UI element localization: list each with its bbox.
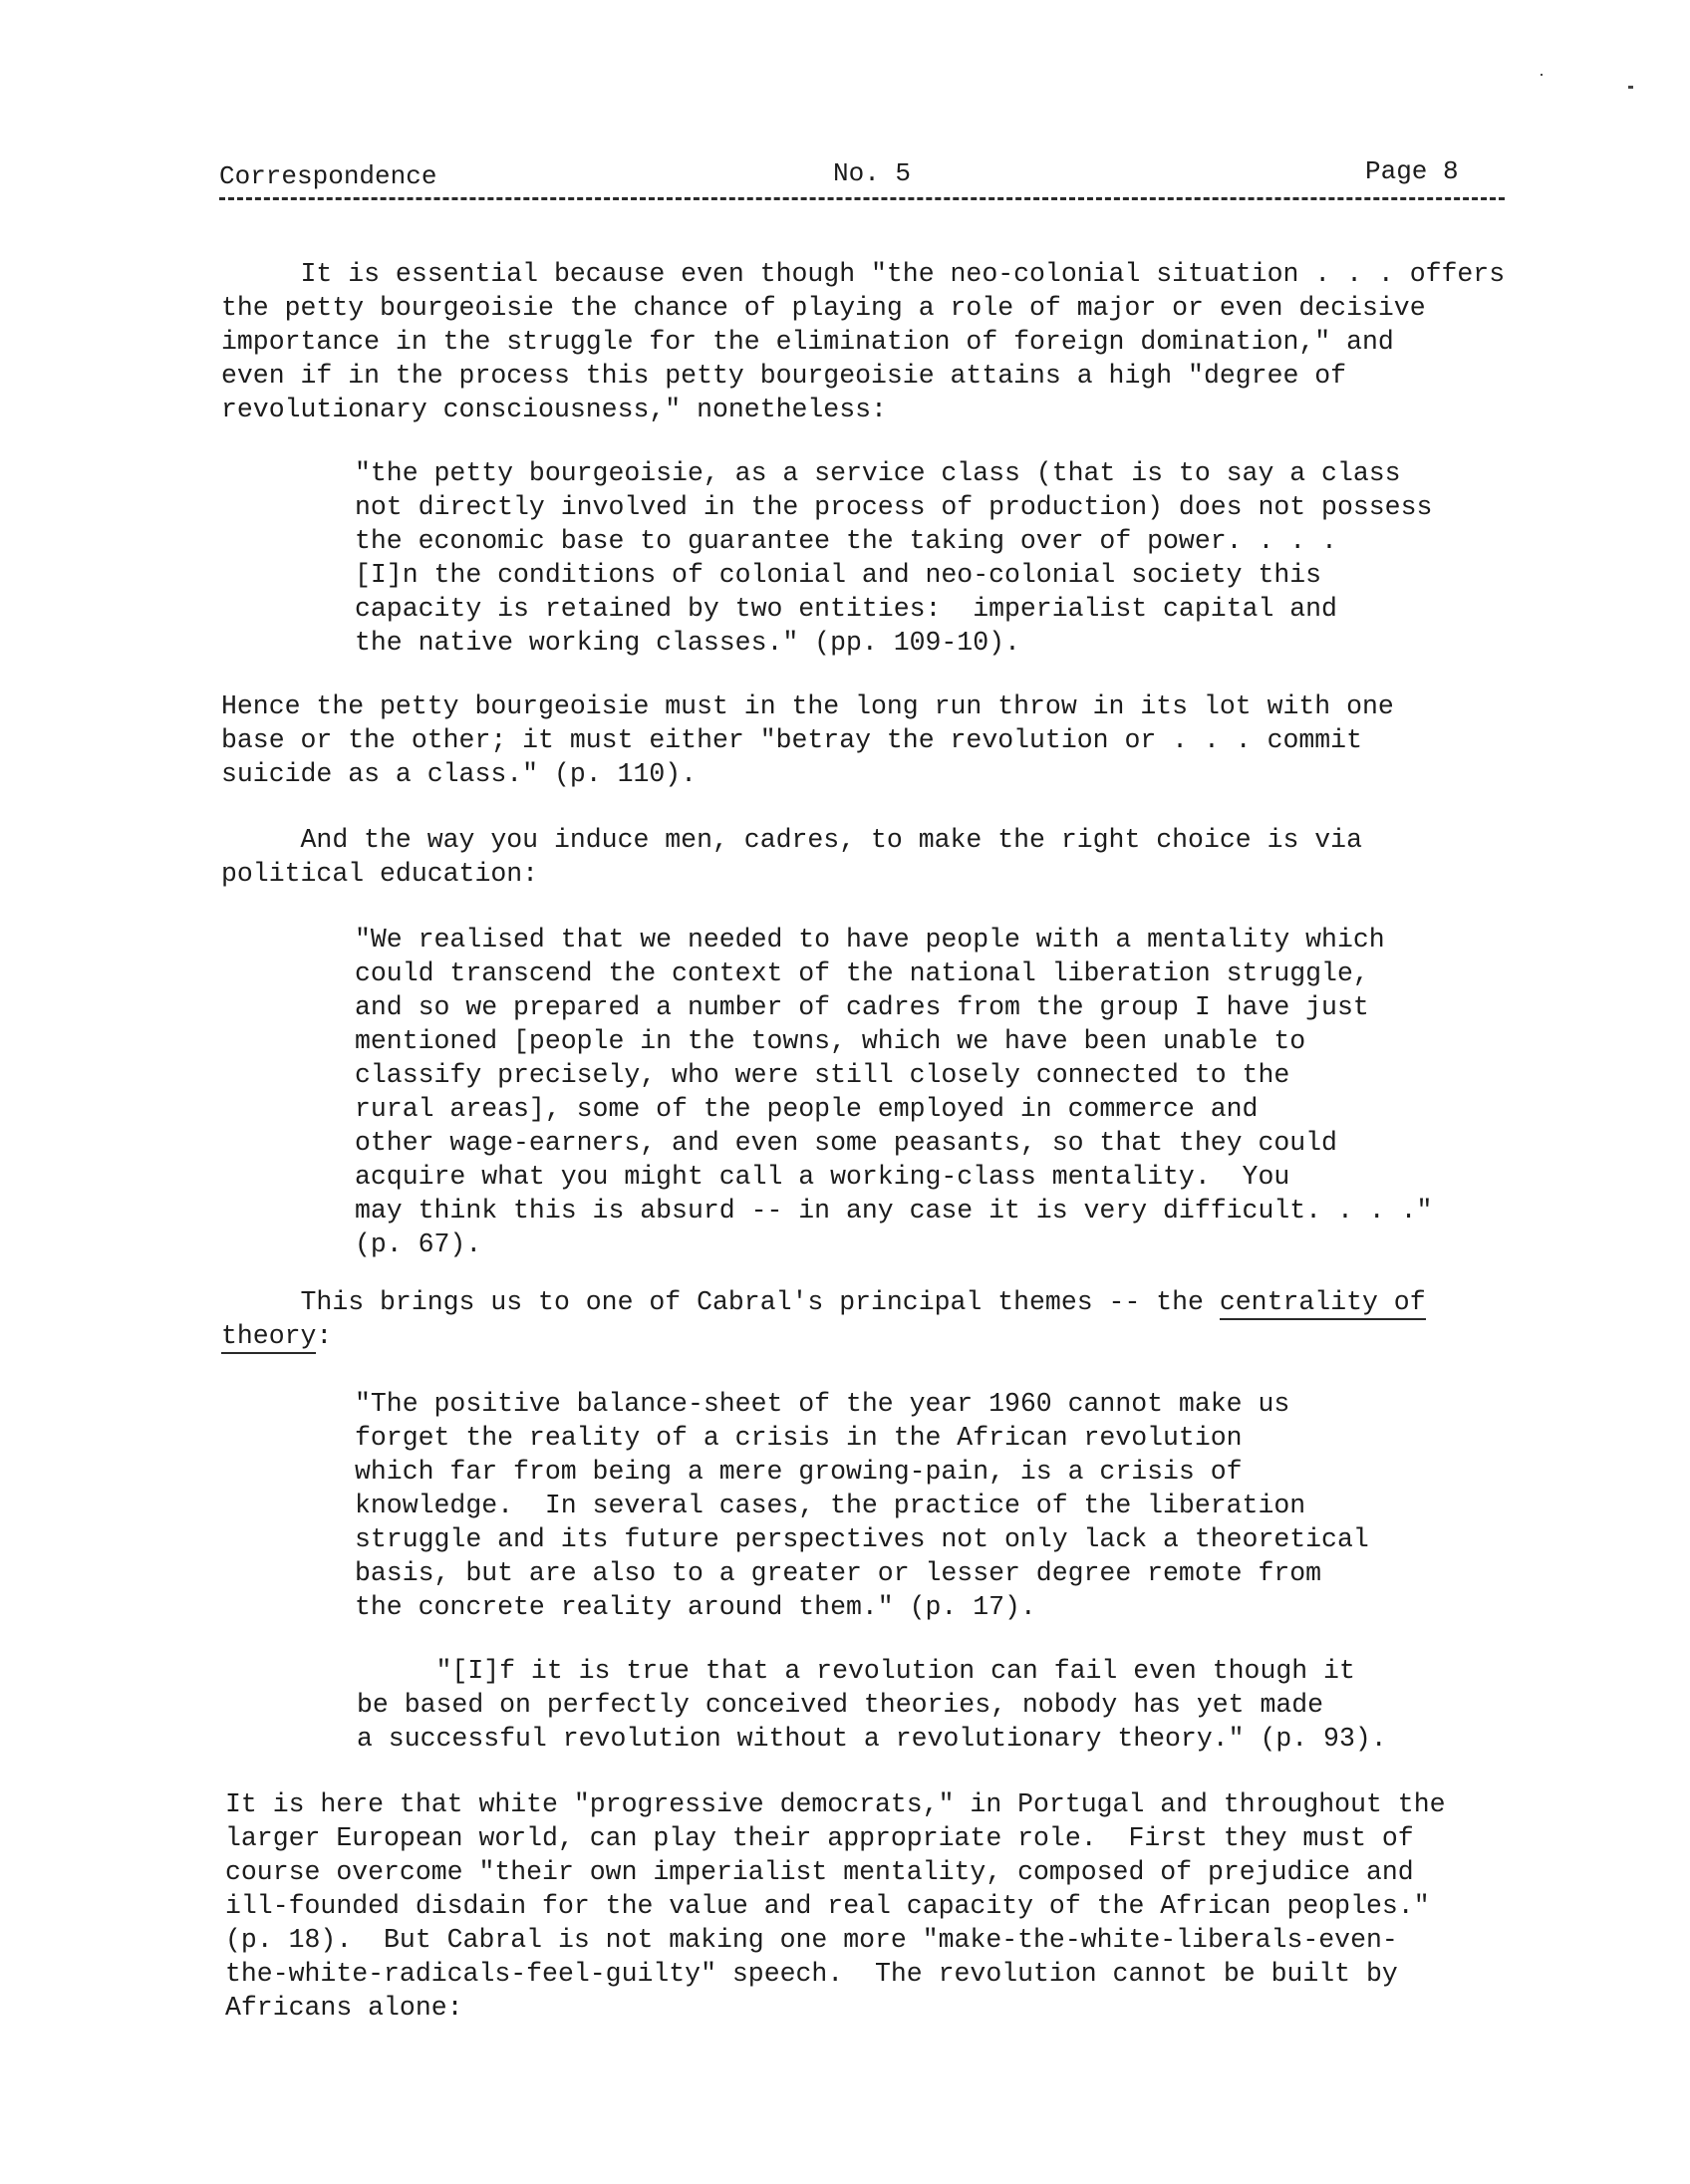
block-quote-1 (355, 456, 1432, 660)
header-dashed-rule (219, 197, 1505, 200)
text-line: capacity is retained by two entities: imperialist capital and (355, 594, 1337, 624)
header-issue-number: No. 5 (833, 158, 912, 188)
text-line: which far from being a mere growing-pain, is a crisis of (355, 1457, 1243, 1487)
text-line: political education: (221, 859, 539, 889)
text-line: mentioned [people in the towns, which we have been unable to (355, 1026, 1306, 1056)
scan-speck (1628, 86, 1633, 89)
paragraph-4 (221, 1285, 1426, 1353)
text-line: classify precisely, who were still closely connected to the (355, 1060, 1290, 1090)
text-line: larger European world, can play their appropriate role. First they must of (225, 1823, 1414, 1853)
underlined-phrase: theory (221, 1321, 316, 1354)
text-line: the economic base to guarantee the taking over of power. . . . (355, 526, 1337, 556)
text-line: other wage-earners, and even some peasants, so that they could (355, 1128, 1337, 1158)
text-line (221, 1319, 1426, 1353)
block-quote-4 (357, 1654, 1387, 1756)
block-quote-3 (355, 1387, 1369, 1624)
text-line: the-white-radicals-feel-guilty" speech. The revolution cannot be built by (225, 1959, 1398, 1989)
text-line: It is here that white "progressive democrats," in Portugal and throughout the (225, 1789, 1446, 1819)
text-line: base or the other; it must either "betray the revolution or . . . commit (221, 725, 1362, 755)
paragraph-5 (225, 1787, 1446, 2025)
scan-speck (1541, 74, 1543, 76)
text-line: and so we prepared a number of cadres from the group I have just (355, 992, 1369, 1022)
text-line: basis, but are also to a greater or lesser degree remote from (355, 1558, 1322, 1588)
text-line: revolutionary consciousness," nonetheless: (221, 395, 887, 424)
text-line: (p. 67). (355, 1229, 482, 1259)
header-left: Correspondence (219, 161, 437, 191)
text-line: "the petty bourgeoisie, as a service class (that is to say a class (355, 458, 1401, 488)
text-line: importance in the struggle for the elimination of foreign domination," and (221, 327, 1394, 357)
block-quote-2 (355, 923, 1432, 1261)
underlined-phrase: centrality of (1220, 1287, 1426, 1320)
text-line: And the way you induce men, cadres, to make the right choice is via (221, 825, 1362, 855)
paragraph-1 (221, 257, 1505, 426)
text-line: the petty bourgeoisie the chance of playing a role of major or even decisive (221, 293, 1426, 323)
text-line: suicide as a class." (p. 110). (221, 759, 698, 789)
text-line: (p. 18). But Cabral is not making one more "make-the-white-liberals-even- (225, 1925, 1398, 1955)
text-run: : (316, 1321, 333, 1351)
text-line (221, 1285, 1426, 1319)
text-line: could transcend the context of the national liberation struggle, (355, 958, 1369, 988)
text-line: forget the reality of a crisis in the African revolution (355, 1423, 1243, 1453)
text-line: even if in the process this petty bourgeoisie attains a high "degree of (221, 361, 1347, 391)
text-line: the concrete reality around them." (p. 17). (355, 1592, 1036, 1622)
text-line: a successful revolution without a revolutionary theory." (p. 93). (357, 1724, 1387, 1754)
text-line: "The positive balance-sheet of the year 1960 cannot make us (355, 1389, 1290, 1419)
text-line: Africans alone: (225, 1993, 463, 2023)
text-run: This brings us to one of Cabral's principal themes -- the (221, 1287, 1220, 1317)
text-line: the native working classes." (pp. 109-10). (355, 628, 1020, 658)
text-line: [I]n the conditions of colonial and neo-colonial society this (355, 560, 1322, 590)
text-line: may think this is absurd -- in any case it is very difficult. . . ." (355, 1196, 1433, 1226)
text-line: It is essential because even though "the neo-colonial situation . . . offers (221, 259, 1506, 289)
header-page-number: Page 8 (1365, 156, 1459, 186)
text-line: "We realised that we needed to have people with a mentality which (355, 925, 1385, 955)
text-line: not directly involved in the process of production) does not possess (355, 492, 1433, 522)
text-line: be based on perfectly conceived theories, nobody has yet made (357, 1690, 1324, 1720)
paragraph-2 (221, 689, 1394, 791)
text-line: course overcome "their own imperialist mentality, composed of prejudice and (225, 1857, 1414, 1887)
text-line: ill-founded disdain for the value and real capacity of the African peoples." (225, 1891, 1430, 1921)
text-line: "[I]f it is true that a revolution can fail even though it (357, 1656, 1355, 1686)
text-line: struggle and its future perspectives not only lack a theoretical (355, 1524, 1369, 1554)
text-line: Hence the petty bourgeoisie must in the long run throw in its lot with one (221, 691, 1394, 721)
text-line: acquire what you might call a working-class mentality. You (355, 1162, 1290, 1192)
text-line: rural areas], some of the people employed in commerce and (355, 1094, 1259, 1124)
text-line: knowledge. In several cases, the practice of the liberation (355, 1491, 1306, 1520)
paragraph-3 (221, 823, 1362, 891)
